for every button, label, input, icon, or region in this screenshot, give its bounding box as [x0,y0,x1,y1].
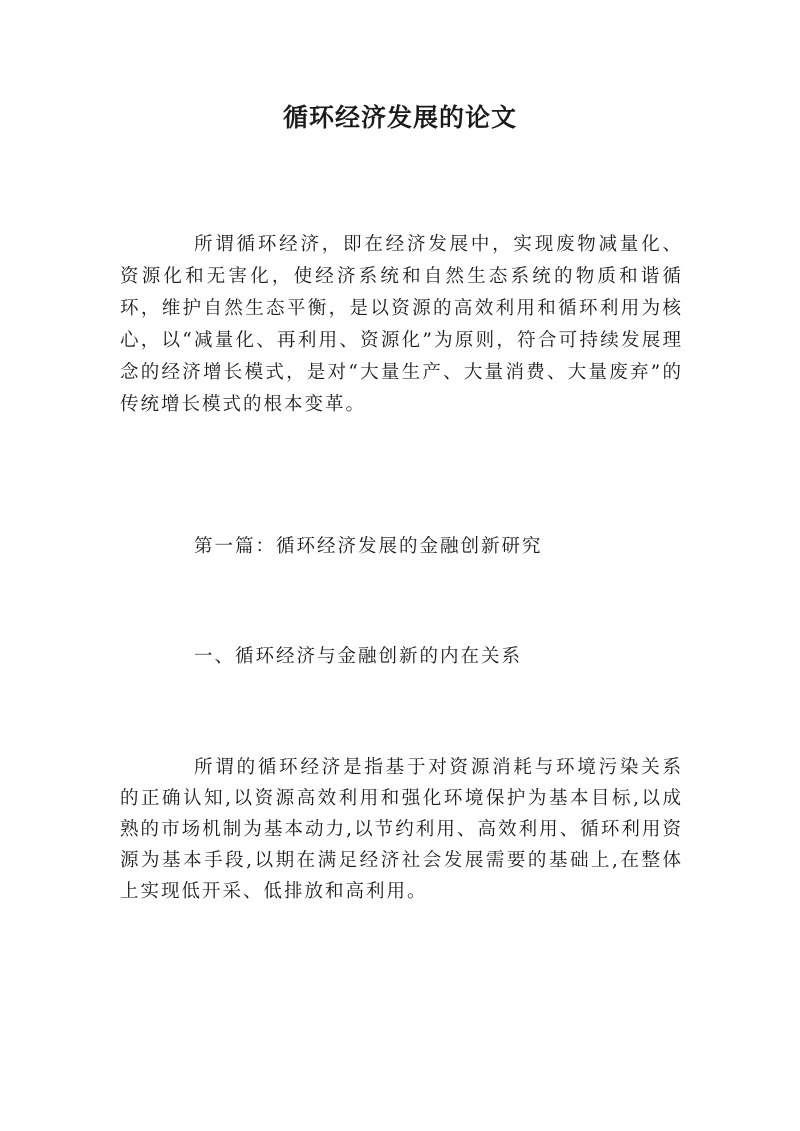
section-heading: 第一篇：循环经济发展的金融创新研究 [194,536,543,557]
intro-paragraph: 所谓循环经济，即在经济发展中，实现废物减量化、资源化和无害化，使经济系统和自然生态系统的物质和谐循环，维护自然生态平衡，是以资源的高效利用和循环利用为核心，以“减量化、再利用、资源化”为原则，符合可持续发展理念的经济增长模式，是对“大量生产、大量消费、大量废弃”的传统增长模式的根本变革。 [120,234,683,415]
document-title: 循环经济发展的论文 [282,103,517,132]
subsection-heading: 一、循环经济与金融创新的内在关系 [194,646,523,667]
body-paragraph: 所谓的循环经济是指基于对资源消耗与环境污染关系的正确认知,以资源高效利用和强化环境保护为基本目标,以成熟的市场机制为基本动力,以节约利用、高效利用、循环利用资源为基本手段,以期在满足经济社会发展需要的基础上,在整体上实现低开采、低排放和高利用。 [120,757,683,902]
